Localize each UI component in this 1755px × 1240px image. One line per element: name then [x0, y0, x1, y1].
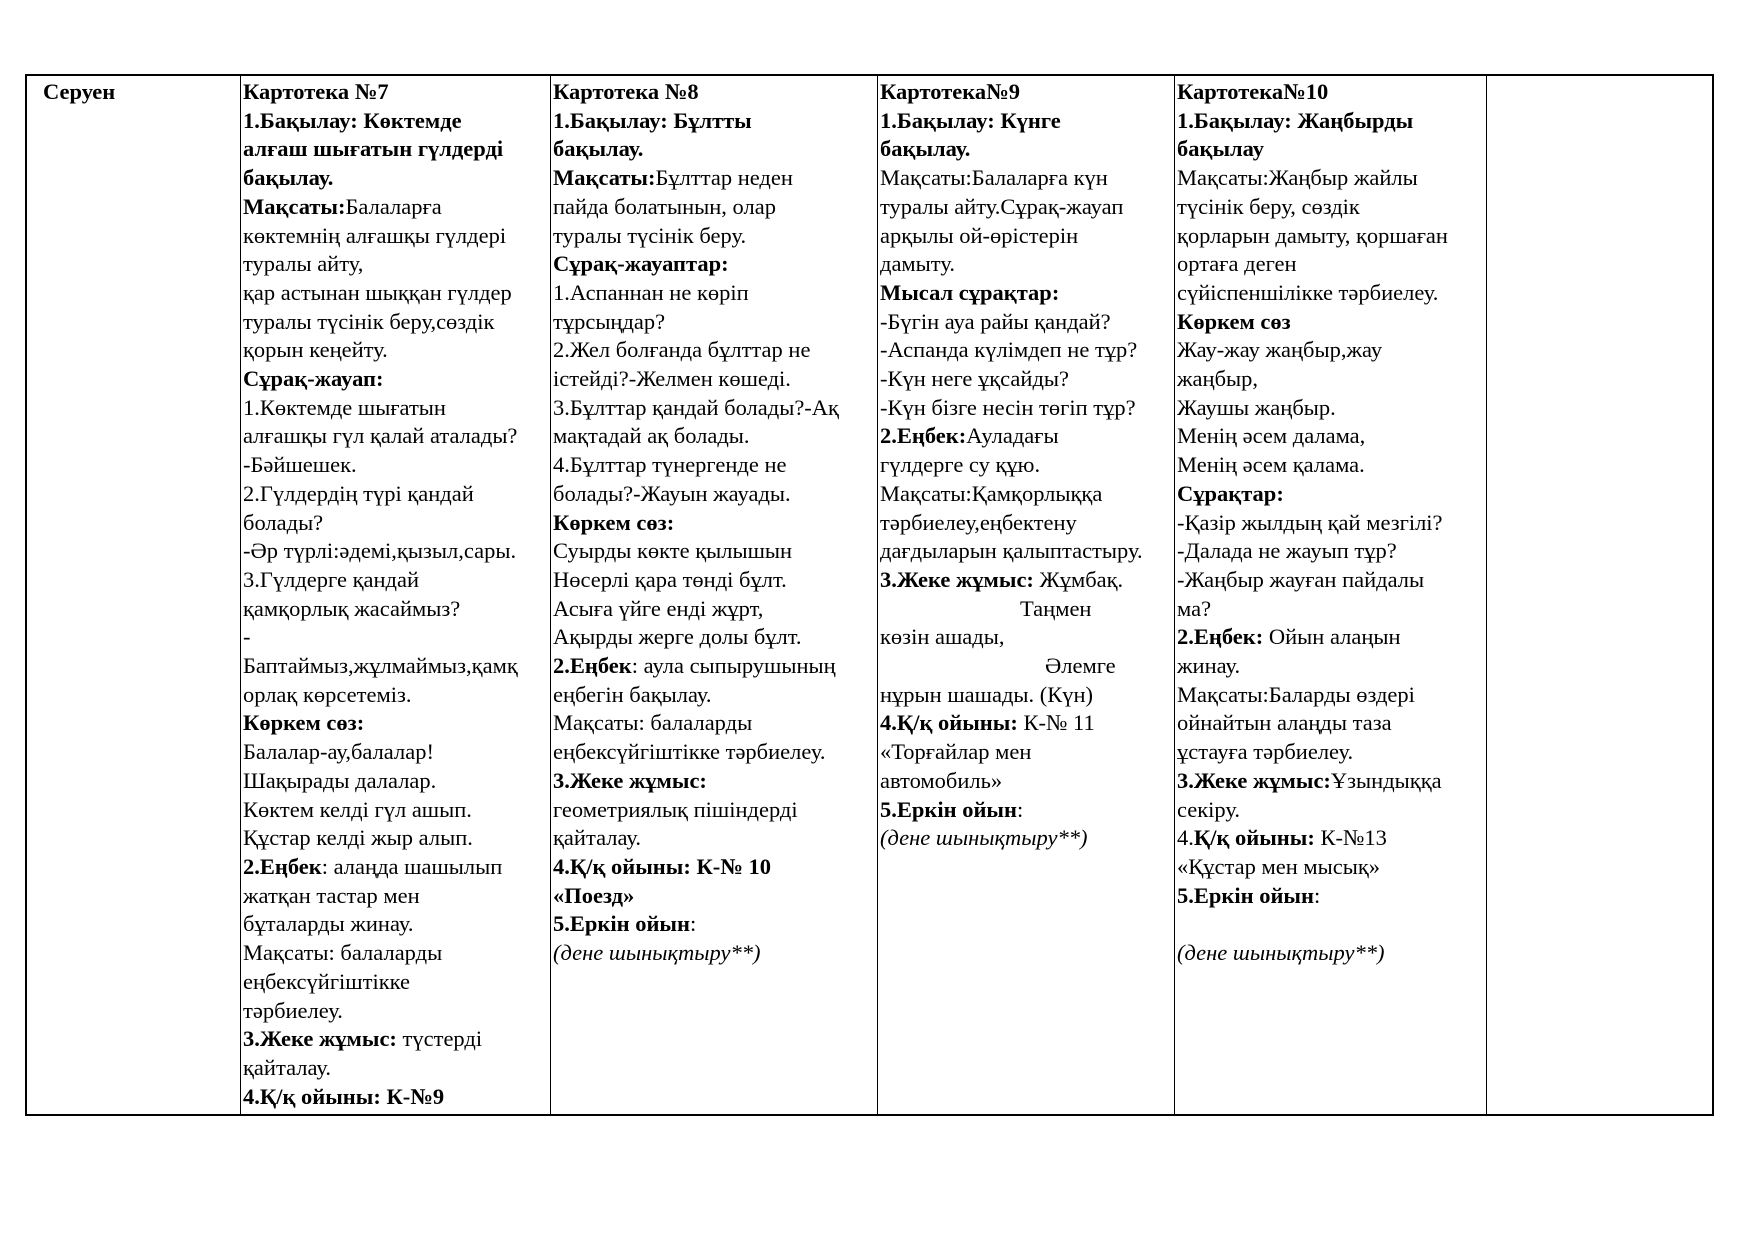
text-line: қайталау. [553, 825, 641, 851]
text-line [553, 652, 877, 681]
text-line: бақылау. [553, 136, 644, 162]
text-line: Нөсерлі қара төнді бұлт. [553, 566, 787, 592]
text-run: : [1313, 882, 1321, 908]
text-line: 1.Аспаннан не көріп [553, 279, 749, 305]
text-run: : аула сыпырушының [631, 653, 836, 679]
text-line: 1.Бақылау: Күнге [880, 107, 1061, 133]
text-line: қамқорлық жасаймыз? [243, 595, 461, 621]
text-line: 4.Бұлттар түнергенде не [553, 452, 787, 478]
text-line: автомобиль» [880, 767, 1003, 793]
text-line: Менің әсем қалама. [1177, 452, 1365, 478]
text-line: 3.Гүлдерге қандай [243, 566, 420, 592]
text-line: Мақсаты: балаларды [243, 940, 443, 966]
text-line: Жаушы жаңбыр. [1177, 394, 1336, 420]
text-run: 4. [1177, 825, 1194, 851]
text-line: Көркем сөз: [553, 509, 675, 535]
text-run: Мақсаты: [553, 165, 656, 191]
text-line: 2.Гүлдердің түрі қандай [243, 480, 474, 506]
text-run: 4.Қ/қ ойыны: [880, 710, 1018, 736]
text-line: мақтадай ақ болады. [553, 423, 750, 449]
text-line [1177, 623, 1486, 652]
text-line: геометриялық пішіндерді [553, 796, 798, 822]
text-line: жинау. [1177, 653, 1241, 679]
text-line: -Далада не жауып тұр? [1177, 538, 1397, 564]
text-line: (дене шынықтыру**) [1177, 940, 1385, 966]
text-line: еңбегін бақылау. [553, 681, 712, 707]
text-line: Картотека№10 [1177, 79, 1329, 104]
text-line: 1.Бақылау: Бұлтты [553, 107, 752, 133]
text-line: сүйіспеншілікке тәрбиелеу. [1177, 279, 1439, 305]
text-line [243, 1025, 550, 1054]
text-run: : [689, 911, 697, 937]
text-line: тәрбиелеу,еңбектену [880, 509, 1077, 535]
text-line: туралы түсінік беру. [553, 222, 747, 248]
text-line: «Торғайлар мен [880, 739, 1032, 765]
text-line: гүлдерге су құю. [880, 452, 1041, 478]
text-line [880, 422, 1174, 451]
text-line: Әлемге [1045, 653, 1116, 679]
text-line: Суырды көкте қылышын [553, 538, 793, 564]
text-line: Сұрақ-жауап: [243, 366, 384, 392]
text-line: 4.Қ/қ ойыны: К-№ 10 [553, 853, 772, 879]
text-line: еңбексүйгіштікке тәрбиелеу. [553, 739, 826, 765]
text-line: Мақсаты:Жаңбыр жайлы [1177, 165, 1418, 191]
text-line: Көктем келді гүл ашып. [243, 796, 472, 822]
text-line [1177, 824, 1486, 853]
text-line [553, 164, 877, 193]
text-line: (дене шынықтыру**) [553, 940, 761, 966]
text-line [1177, 882, 1486, 911]
text-line: Мақсаты:Балаларға күн [880, 165, 1108, 191]
text-line [1177, 767, 1486, 796]
text-line: істейді?-Желмен көшеді. [553, 366, 791, 392]
text-line [243, 853, 550, 882]
text-line: -Жаңбыр жауған пайдалы [1177, 566, 1425, 592]
text-run: Мақсаты: [243, 193, 346, 219]
text-line: пайда болатынын, олар [553, 193, 776, 219]
text-run: Ауладағы [966, 423, 1059, 449]
text-line: туралы түсінік беру,сөздік [243, 308, 495, 334]
text-line: түсінік беру, сөздік [1177, 193, 1360, 219]
text-line: Жау-жау жаңбыр,жау [1177, 337, 1383, 363]
text-line: Картотека №7 [243, 79, 389, 104]
text-line: Баптаймыз,жұлмаймыз,қамқ [243, 653, 518, 679]
text-run: түстерді [396, 1026, 483, 1052]
text-line: Шақырады далалар. [243, 767, 437, 793]
text-run: 3.Жеке жұмыс: [880, 566, 1034, 592]
text-line: 2.Жел болғанда бұлттар не [553, 337, 811, 363]
card-9-cell [878, 76, 1175, 1114]
card-10-cell [1175, 76, 1487, 1114]
text-line: -Бүгін ауа райы қандай? [880, 308, 1111, 334]
text-line: Балалар-ау,балалар! [243, 739, 434, 765]
text-run: 2.Еңбек: [1177, 624, 1264, 650]
text-line: алғаш шығатын гүлдерді [243, 136, 504, 162]
text-line: Менің әсем далама, [1177, 423, 1366, 449]
text-line: ойнайтын алаңды таза [1177, 710, 1392, 736]
text-run: Балаларға [345, 193, 442, 219]
text-line: 3.Бұлттар қандай болады?-Ақ [553, 394, 839, 420]
text-run: Бұлттар неден [655, 165, 793, 191]
text-line: 1.Бақылау: Көктемде [243, 107, 462, 133]
text-run: : [1016, 796, 1024, 822]
text-line: дамыту. [880, 251, 955, 277]
text-line: жаңбыр, [1177, 366, 1259, 392]
text-line: Сұрақ-жауаптар: [553, 251, 729, 277]
text-line: қар астынан шыққан гүлдер [243, 279, 512, 305]
text-line: -Бәйшешек. [243, 452, 357, 478]
text-line: қорларын дамыту, қоршаған [1177, 222, 1448, 248]
text-line: Мақсаты:Баларды өздері [1177, 681, 1415, 707]
text-line: ортаға деген [1177, 251, 1297, 277]
text-run: 2.Еңбек [553, 653, 632, 679]
text-line: болады?-Жауын жауады. [553, 480, 791, 506]
text-line: «Поезд» [553, 882, 635, 908]
text-run: 2.Еңбек: [880, 423, 967, 449]
text-line: бұталарды жинау. [243, 911, 414, 937]
text-run: 2.Еңбек [243, 853, 322, 879]
text-line: бақылау [1177, 136, 1265, 162]
text-line: жатқан тастар мен [243, 882, 420, 908]
text-line: Картотека №8 [553, 79, 699, 104]
text-line: (дене шынықтыру**) [880, 825, 1088, 851]
text-run: Ойын алаңын [1263, 624, 1401, 650]
text-line: болады? [243, 509, 324, 535]
text-line: Ақырды жерге долы бұлт. [553, 624, 802, 650]
text-line [880, 709, 1174, 738]
text-line: 3.Жеке жұмыс: [553, 767, 707, 793]
text-line: Құстар келді жыр алып. [243, 825, 473, 851]
text-line: Таңмен [1020, 595, 1092, 621]
text-line: ұстауға тәрбиелеу. [1177, 739, 1354, 765]
text-line: бақылау. [243, 165, 334, 191]
text-line: Мысал сұрақтар: [880, 279, 1060, 305]
text-line: Көркем сөз [1177, 308, 1291, 334]
text-line: алғашқы гүл қалай аталады? [243, 423, 518, 449]
text-run: : алаңда шашылып [321, 853, 503, 879]
text-line [243, 193, 550, 222]
plan-table [25, 74, 1714, 1116]
text-line: «Құстар мен мысық» [1177, 853, 1380, 879]
text-run: 3.Жеке жұмыс: [1177, 767, 1331, 793]
text-line: 4.Қ/қ ойыны: К-№9 [243, 1083, 445, 1109]
text-line [1177, 910, 1486, 939]
text-line: орлақ көрсетеміз. [243, 681, 412, 707]
text-line: -Күн бізге несін төгіп тұр? [880, 394, 1136, 420]
text-line: тұрсыңдар? [553, 308, 666, 334]
text-line: туралы айту, [243, 251, 364, 277]
text-line: нұрын шашады. (Күн) [880, 681, 1094, 707]
text-line: Мақсаты: балаларды [553, 710, 753, 736]
text-line: 1.Бақылау: Жаңбырды [1177, 107, 1414, 133]
text-line: көктемнің алғашқы гүлдері [243, 222, 507, 248]
text-line [553, 910, 877, 939]
text-line: қайталау. [243, 1054, 331, 1080]
text-line: -Әр түрлі:әдемі,қызыл,сары. [243, 538, 517, 564]
card-7-cell [241, 76, 551, 1114]
text-run: 5.Еркін ойын [880, 796, 1017, 822]
text-line: көзін ашады, [880, 624, 1005, 650]
text-line: бақылау. [880, 136, 971, 162]
text-run: Қ/қ ойыны: [1193, 825, 1315, 851]
text-run: 5.Еркін ойын [1177, 882, 1314, 908]
text-run: 3.Жеке жұмыс: [243, 1026, 397, 1052]
text-line: туралы айту.Сұрақ-жауап [880, 193, 1124, 219]
card-8-cell [551, 76, 878, 1114]
text-line: қорын кеңейту. [243, 337, 388, 363]
text-line: тәрбиелеу. [243, 997, 343, 1023]
text-line: дағдыларын қалыптастыру. [880, 538, 1143, 564]
row-label-cell [27, 76, 241, 1114]
text-line: Картотека№9 [880, 79, 1020, 104]
text-run: К-№13 [1314, 825, 1387, 851]
text-run: Жұмбақ. [1033, 566, 1124, 592]
text-line: секіру. [1177, 796, 1241, 822]
text-line: - [243, 624, 251, 650]
text-line: -Қазір жылдың қай мезгілі? [1177, 509, 1443, 535]
text-run: К-№ 11 [1017, 710, 1095, 736]
text-line [880, 566, 1174, 595]
text-line: Сұрақтар: [1177, 480, 1284, 506]
text-run: 5.Еркін ойын [553, 911, 690, 937]
empty-cell [1487, 76, 1712, 1114]
text-line: 1.Көктемде шығатын [243, 394, 446, 420]
text-line [880, 796, 1174, 825]
text-line: еңбексүйгіштікке [243, 968, 410, 994]
row-label: Серуен [43, 79, 116, 104]
text-line: арқылы ой-өрістерін [880, 222, 1079, 248]
text-line: ма? [1177, 595, 1212, 621]
text-line: Асыға үйге енді жұрт, [553, 595, 764, 621]
text-line: Мақсаты:Қамқорлыққа [880, 480, 1103, 506]
text-line: -Күн неге ұқсайды? [880, 366, 1070, 392]
text-line: -Аспанда күлімдеп не тұр? [880, 337, 1138, 363]
text-line: Көркем сөз: [243, 710, 365, 736]
text-run: Ұзындыққа [1330, 767, 1442, 793]
